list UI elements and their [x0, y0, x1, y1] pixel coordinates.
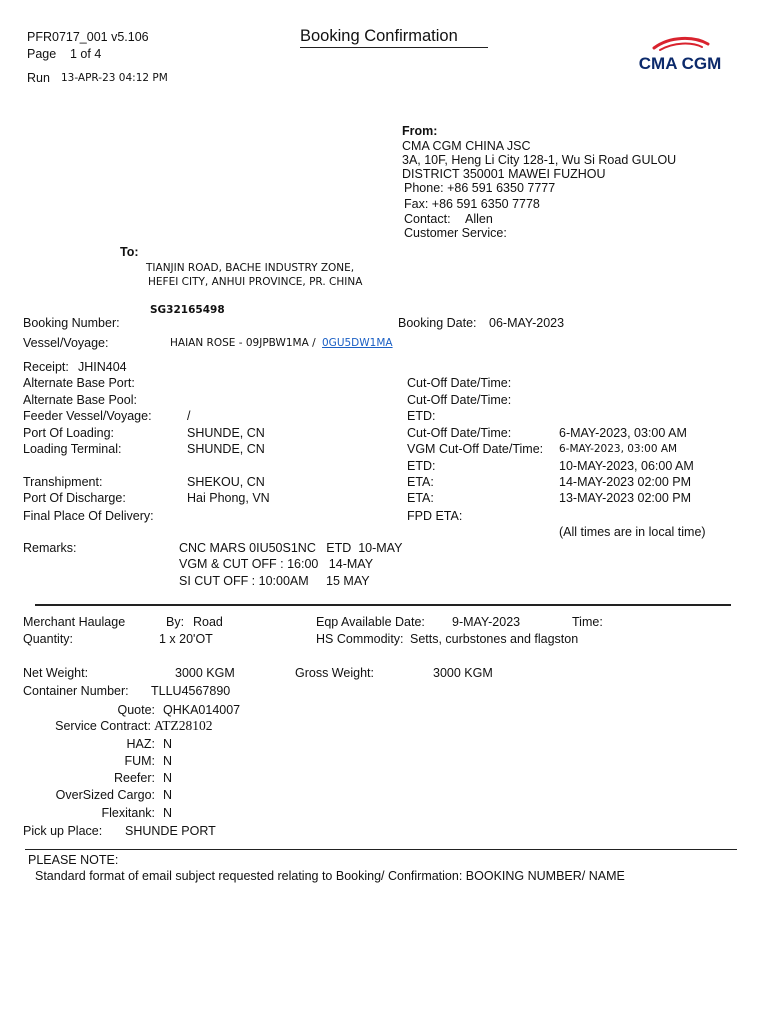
etd-label-2: ETD: — [407, 459, 436, 473]
hs-commodity-label: HS Commodity: — [316, 632, 404, 646]
page-value: 1 of 4 — [70, 47, 102, 61]
from-line-1: CMA CGM CHINA JSC — [402, 139, 531, 153]
contact-label: Contact: — [404, 212, 451, 226]
feeder-vessel-value: / — [187, 409, 191, 423]
haz-value: N — [163, 737, 173, 751]
section-divider — [35, 604, 731, 606]
page-label: Page — [27, 47, 57, 61]
service-contract-value: ATZ28102 — [154, 718, 213, 733]
from-line-2: 3A, 10F, Heng Li City 128-1, Wu Si Road GULOU — [402, 153, 677, 167]
vessel-value: HAIAN ROSE - 09JPBW1MA / — [170, 337, 316, 349]
remarks-line-3: SI CUT OFF : 10:00AM 15 MAY — [179, 574, 370, 588]
fum-value: N — [163, 754, 173, 768]
booking-number-value: SG32165498 — [150, 304, 225, 316]
fpd-eta-label: FPD ETA: — [407, 509, 463, 523]
alt-base-pool-label: Alternate Base Pool: — [23, 393, 137, 407]
cma-cgm-logo — [632, 34, 728, 80]
reefer-value: N — [163, 771, 173, 785]
pickup-place-value: SHUNDE PORT — [125, 824, 216, 838]
oversized-cargo-value: N — [163, 788, 173, 802]
port-of-loading-value: SHUNDE, CN — [187, 426, 265, 440]
flexitank-value: N — [163, 806, 173, 820]
port-of-discharge-value: Hai Phong, VN — [187, 491, 270, 505]
booking-date-label: Booking Date: — [398, 316, 477, 330]
loading-terminal-label: Loading Terminal: — [23, 442, 122, 456]
container-number-value: TLLU4567890 — [151, 684, 231, 698]
run-value: 13-APR-23 04:12 PM — [61, 72, 168, 84]
page-title: Booking Confirmation — [300, 27, 458, 45]
title-underline — [300, 47, 488, 48]
gross-weight-label: Gross Weight: — [295, 666, 374, 680]
merchant-haulage-label: Merchant Haulage — [23, 615, 126, 629]
gross-weight-value: 3000 KGM — [433, 666, 493, 680]
etd-label-1: ETD: — [407, 409, 436, 423]
from-label: From: — [402, 124, 438, 138]
eta-value-1: 14-MAY-2023 02:00 PM — [559, 475, 692, 489]
remarks-label: Remarks: — [23, 541, 77, 555]
quantity-label: Quantity: — [23, 632, 74, 646]
from-line-3: DISTRICT 350001 MAWEI FUZHOU — [402, 167, 606, 181]
hs-commodity-value: Setts, curbstones and flagston — [410, 632, 579, 646]
pickup-place-label: Pick up Place: — [23, 824, 103, 838]
run-label: Run — [27, 71, 50, 85]
booking-date-value: 06-MAY-2023 — [489, 316, 565, 330]
note-title: PLEASE NOTE: — [28, 853, 119, 867]
cutoff-value-3: 6-MAY-2023, 03:00 AM — [559, 426, 687, 440]
vgm-cutoff-value: 6-MAY-2023, 03:00 AM — [559, 443, 678, 455]
oversized-cargo-label: OverSized Cargo: — [55, 788, 155, 802]
remarks-line-1: CNC MARS 0IU50S1NC ETD 10-MAY — [179, 541, 403, 555]
eta-value-2: 13-MAY-2023 02:00 PM — [559, 491, 692, 505]
quantity-value: 1 x 20'OT — [159, 632, 213, 646]
eta-label-2: ETA: — [407, 491, 434, 505]
vgm-cutoff-label: VGM Cut-Off Date/Time: — [407, 442, 544, 456]
port-of-discharge-label: Port Of Discharge: — [23, 491, 126, 505]
to-label: To: — [120, 245, 139, 259]
logo-text: CMA CGM — [638, 54, 722, 73]
loading-terminal-value: SHUNDE, CN — [187, 442, 265, 456]
time-label: Time: — [572, 615, 603, 629]
port-of-loading-label: Port Of Loading: — [23, 426, 115, 440]
vessel-voyage-link[interactable]: 0GU5DW1MA — [322, 337, 393, 349]
haz-label: HAZ: — [126, 737, 155, 751]
reefer-label: Reefer: — [114, 771, 155, 785]
booking-number-label: Booking Number: — [23, 316, 120, 330]
from-fax: Fax: +86 591 6350 7778 — [404, 197, 540, 211]
cutoff-label-3: Cut-Off Date/Time: — [407, 426, 512, 440]
by-value: Road — [193, 615, 223, 629]
eqp-available-label: Eqp Available Date: — [316, 615, 425, 629]
receipt-value: JHIN404 — [78, 360, 127, 374]
remarks-line-2: VGM & CUT OFF : 16:00 14-MAY — [179, 557, 374, 571]
eta-label-1: ETA: — [407, 475, 434, 489]
final-delivery-label: Final Place Of Delivery: — [23, 509, 154, 523]
cutoff-label-2: Cut-Off Date/Time: — [407, 393, 512, 407]
by-label: By: — [166, 615, 185, 629]
eqp-available-value: 9-MAY-2023 — [452, 615, 521, 629]
form-id: PFR0717_001 v5.106 — [27, 30, 149, 44]
receipt-label: Receipt: — [23, 360, 69, 374]
quote-value: QHKA014007 — [163, 703, 241, 717]
alt-base-port-label: Alternate Base Port: — [23, 376, 135, 390]
feeder-vessel-label: Feeder Vessel/Voyage: — [23, 409, 152, 423]
note-text: Standard format of email subject requested relating to Booking/ Confirmation: BOOKING NUMBER/ NAME — [35, 869, 625, 883]
net-weight-value: 3000 KGM — [175, 666, 235, 680]
note-divider — [25, 849, 737, 850]
customer-service-label: Customer Service: — [404, 226, 507, 240]
vessel-label: Vessel/Voyage: — [23, 336, 109, 350]
to-line-1: TIANJIN ROAD, BACHE INDUSTRY ZONE, — [146, 262, 355, 274]
etd-value-2: 10-MAY-2023, 06:00 AM — [559, 459, 694, 473]
net-weight-label: Net Weight: — [23, 666, 89, 680]
transhipment-value: SHEKOU, CN — [187, 475, 265, 489]
cutoff-label-1: Cut-Off Date/Time: — [407, 376, 512, 390]
flexitank-label: Flexitank: — [101, 806, 155, 820]
transhipment-label: Transhipment: — [23, 475, 103, 489]
contact-value: Allen — [465, 212, 493, 226]
quote-label: Quote: — [117, 703, 155, 717]
from-phone: Phone: +86 591 6350 7777 — [404, 181, 556, 195]
fum-label: FUM: — [124, 754, 155, 768]
local-time-note: (All times are in local time) — [559, 525, 706, 539]
to-line-2: HEFEI CITY, ANHUI PROVINCE, PR. CHINA — [148, 276, 363, 288]
container-number-label: Container Number: — [23, 684, 129, 698]
service-contract-label: Service Contract: — [55, 719, 151, 733]
